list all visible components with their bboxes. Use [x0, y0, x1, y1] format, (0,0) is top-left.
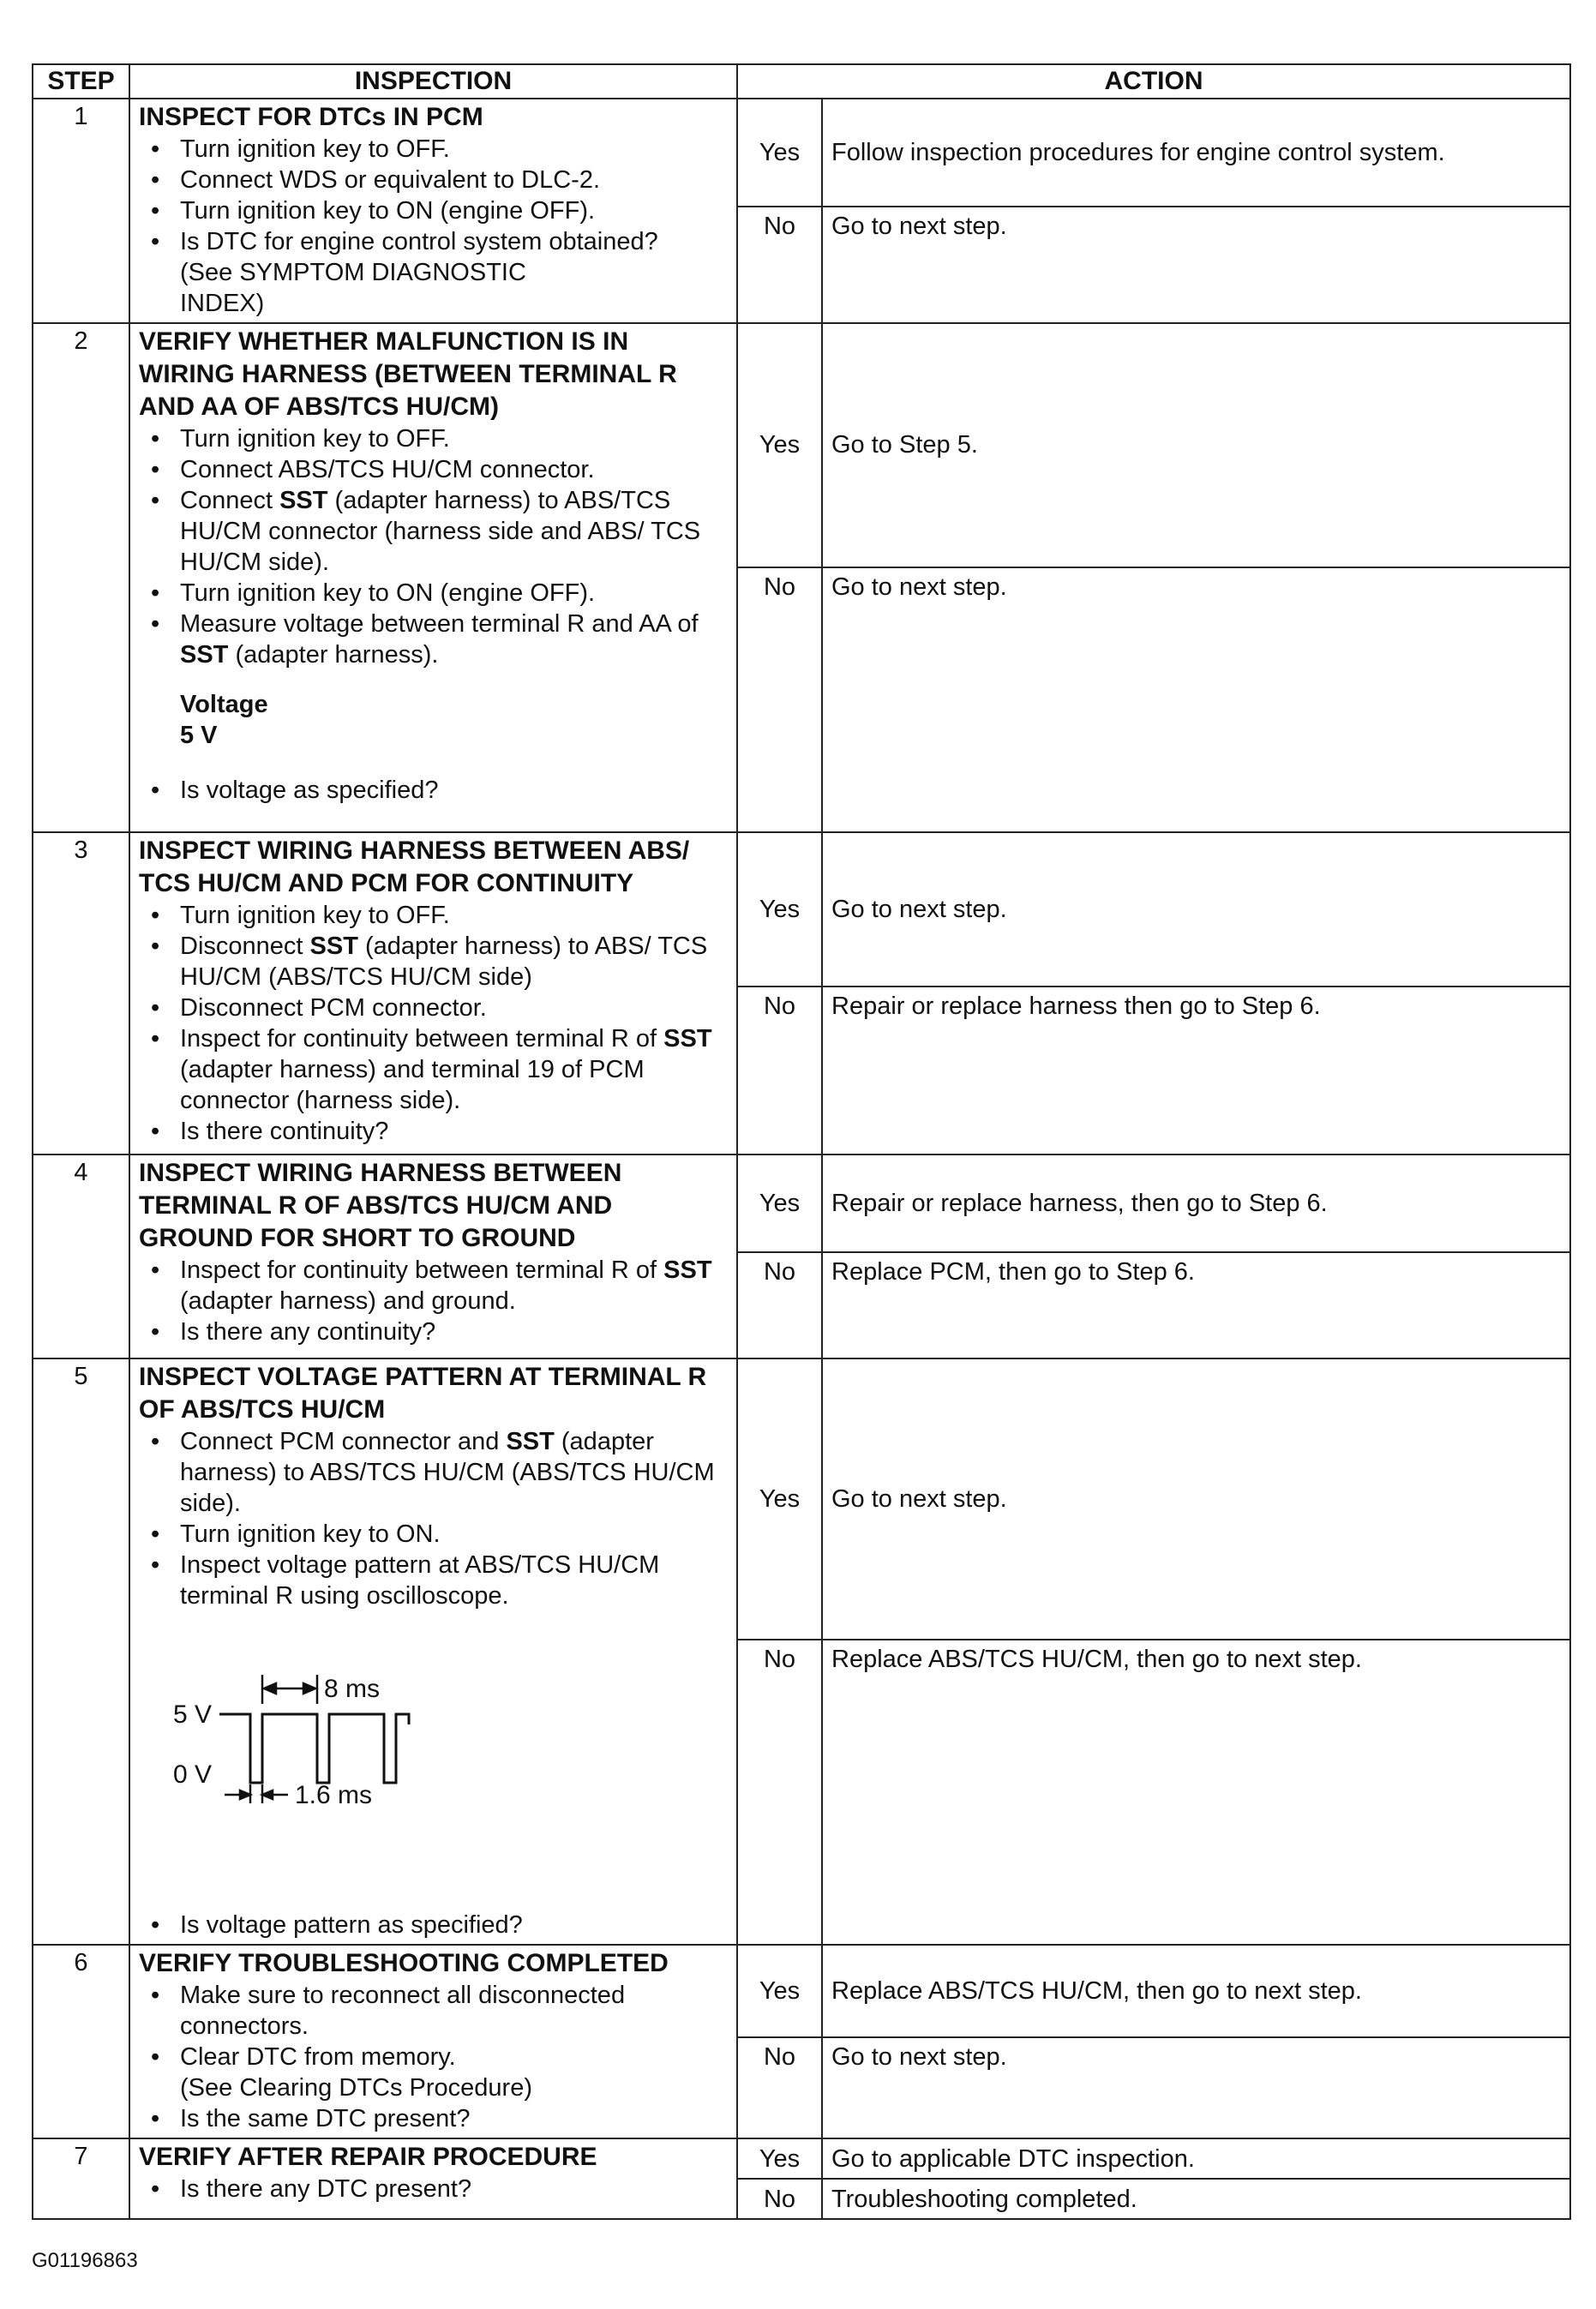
- specification: [139, 689, 729, 751]
- step-title: VERIFY AFTER REPAIR PROCEDURE: [139, 2143, 597, 2171]
- inspection-cell: [129, 1358, 737, 1945]
- note-line: (See SYMPTOM DIAGNOSTIC: [180, 259, 526, 286]
- figure-id: G01196863: [32, 2249, 138, 2272]
- bullet-item: • Connect ABS/TCS HU/CM connector.: [139, 454, 729, 485]
- bullet-item: • Turn ignition key to ON.: [139, 1519, 729, 1550]
- step-title: INSPECT WIRING HARNESS BETWEEN ABS/ TCS HU/CM AND PCM FOR CONTINUITY: [139, 837, 690, 897]
- no-label: No: [737, 1640, 822, 1945]
- inspection-cell: [129, 832, 737, 1154]
- yes-label: Yes: [737, 1154, 822, 1252]
- no-action: Replace PCM, then go to Step 6.: [822, 1252, 1570, 1358]
- no-action: Go to next step.: [822, 207, 1570, 323]
- yes-action: Follow inspection procedures for engine control system.: [822, 99, 1570, 207]
- bullet-item: • Connect SST (adapter harness) to ABS/TCS HU/CM connector (harness side and ABS/ TCS HU/CM side).: [139, 485, 729, 578]
- no-action: Go to next step.: [822, 2037, 1570, 2138]
- period-dimension: [262, 1675, 317, 1704]
- step-number: 4: [33, 1154, 129, 1358]
- bullet-item: • Turn ignition key to OFF.: [139, 134, 729, 165]
- inspection-cell: [129, 1154, 737, 1358]
- note-line: (See Clearing DTCs Procedure): [180, 2074, 532, 2102]
- step-title: INSPECT VOLTAGE PATTERN AT TERMINAL R OF ABS/TCS HU/CM: [139, 1363, 707, 1424]
- yes-action: Repair or replace harness, then go to Step 6.: [822, 1154, 1570, 1252]
- yes-label: Yes: [737, 2138, 822, 2179]
- no-label: No: [737, 207, 822, 323]
- high-voltage-label: 5 V: [173, 1700, 213, 1729]
- bullet-item: • Turn ignition key to OFF.: [139, 423, 729, 454]
- step-2: [33, 323, 1570, 832]
- step-number: 7: [33, 2138, 129, 2219]
- spec-value: 5 V: [180, 722, 218, 749]
- bullet-item: • Connect PCM connector and SST (adapter harness) to ABS/TCS HU/CM (ABS/TCS HU/CM side).: [139, 1426, 729, 1519]
- bullet-item: • Clear DTC from memory.: [139, 2042, 729, 2072]
- step-title: VERIFY TROUBLESHOOTING COMPLETED: [139, 1949, 669, 1977]
- inspection-cell: [129, 323, 737, 832]
- waveform-trace: [219, 1714, 409, 1783]
- inspection-cell: [129, 1945, 737, 2138]
- step-number: 5: [33, 1358, 129, 1945]
- yes-label: Yes: [737, 99, 822, 207]
- bullet-item: • Turn ignition key to ON (engine OFF).: [139, 195, 729, 226]
- no-label: No: [737, 2179, 822, 2219]
- step-5: [33, 1358, 1570, 1945]
- diagnostic-table: [32, 63, 1571, 2220]
- header-inspection: INSPECTION: [129, 64, 737, 99]
- step-title: VERIFY WHETHER MALFUNCTION IS IN WIRING HARNESS (BETWEEN TERMINAL R AND AA OF ABS/TCS HU/CM): [139, 327, 677, 421]
- voltage-waveform-diagram: [173, 1663, 482, 1808]
- note-line: INDEX): [180, 290, 265, 317]
- header-action: ACTION: [737, 64, 1570, 99]
- step-3: [33, 832, 1570, 1154]
- yes-label: Yes: [737, 1358, 822, 1640]
- bullet-item: • Disconnect PCM connector.: [139, 993, 729, 1023]
- spec-label: Voltage: [180, 691, 268, 718]
- step-1: [33, 99, 1570, 323]
- bullet-item: • Is DTC for engine control system obtained?: [139, 226, 729, 257]
- bullet-item: • Is the same DTC present?: [139, 2103, 729, 2134]
- bullet-item: • Is there any DTC present?: [139, 2174, 729, 2204]
- yes-action: Go to applicable DTC inspection.: [822, 2138, 1570, 2179]
- no-label: No: [737, 987, 822, 1154]
- bullet-item: • Is voltage pattern as specified?: [139, 1910, 729, 1940]
- bullet-item: • Is voltage as specified?: [139, 775, 729, 806]
- bullet-item: • Measure voltage between terminal R and AA of SST (adapter harness).: [139, 609, 729, 670]
- no-action: Go to next step.: [822, 567, 1570, 832]
- step-7: [33, 2138, 1570, 2219]
- inspection-cell: [129, 2138, 737, 2219]
- no-label: No: [737, 567, 822, 832]
- step-number: 1: [33, 99, 129, 323]
- step-number: 6: [33, 1945, 129, 2138]
- bullet-item: • Make sure to reconnect all disconnected connectors.: [139, 1980, 729, 2042]
- table-header-row: [33, 64, 1570, 99]
- bullet-item: • Inspect for continuity between terminal R of SST (adapter harness) and ground.: [139, 1255, 729, 1316]
- bullet-item: • Turn ignition key to ON (engine OFF).: [139, 578, 729, 609]
- bullet-item: • Disconnect SST (adapter harness) to ABS/ TCS HU/CM (ABS/TCS HU/CM side): [139, 931, 729, 993]
- yes-action: Go to Step 5.: [822, 323, 1570, 567]
- bullet-item: • Inspect voltage pattern at ABS/TCS HU/CM terminal R using oscilloscope.: [139, 1550, 729, 1611]
- bullet-item: • Inspect for continuity between terminal R of SST (adapter harness) and terminal 19 of PCM connector (harness side).: [139, 1023, 729, 1116]
- step-number: 3: [33, 832, 129, 1154]
- step-title: INSPECT FOR DTCs IN PCM: [139, 103, 483, 131]
- step-4: [33, 1154, 1570, 1358]
- step-number: 2: [33, 323, 129, 832]
- no-action: Repair or replace harness then go to Step 6.: [822, 987, 1570, 1154]
- pulse-width-label: 1.6 ms: [295, 1781, 373, 1808]
- low-voltage-label: 0 V: [173, 1760, 213, 1789]
- inspection-cell: [129, 99, 737, 323]
- no-action: Replace ABS/TCS HU/CM, then go to next step.: [822, 1640, 1570, 1945]
- bullet-item: • Is there any continuity?: [139, 1316, 729, 1347]
- yes-label: Yes: [737, 1945, 822, 2037]
- yes-action: Go to next step.: [822, 1358, 1570, 1640]
- yes-action: Go to next step.: [822, 832, 1570, 987]
- no-label: No: [737, 2037, 822, 2138]
- header-step: STEP: [33, 64, 129, 99]
- bullet-item: • Connect WDS or equivalent to DLC-2.: [139, 165, 729, 195]
- no-action: Troubleshooting completed.: [822, 2179, 1570, 2219]
- yes-label: Yes: [737, 832, 822, 987]
- bullet-item: • Is there continuity?: [139, 1116, 729, 1147]
- yes-action: Replace ABS/TCS HU/CM, then go to next step.: [822, 1945, 1570, 2037]
- pulse-width-dimension: [225, 1784, 288, 1803]
- step-6: [33, 1945, 1570, 2138]
- step-title: INSPECT WIRING HARNESS BETWEEN TERMINAL R OF ABS/TCS HU/CM AND GROUND FOR SHORT TO GROUND: [139, 1159, 622, 1252]
- period-label: 8 ms: [324, 1675, 381, 1703]
- no-label: No: [737, 1252, 822, 1358]
- bullet-item: • Turn ignition key to OFF.: [139, 900, 729, 931]
- yes-label: Yes: [737, 323, 822, 567]
